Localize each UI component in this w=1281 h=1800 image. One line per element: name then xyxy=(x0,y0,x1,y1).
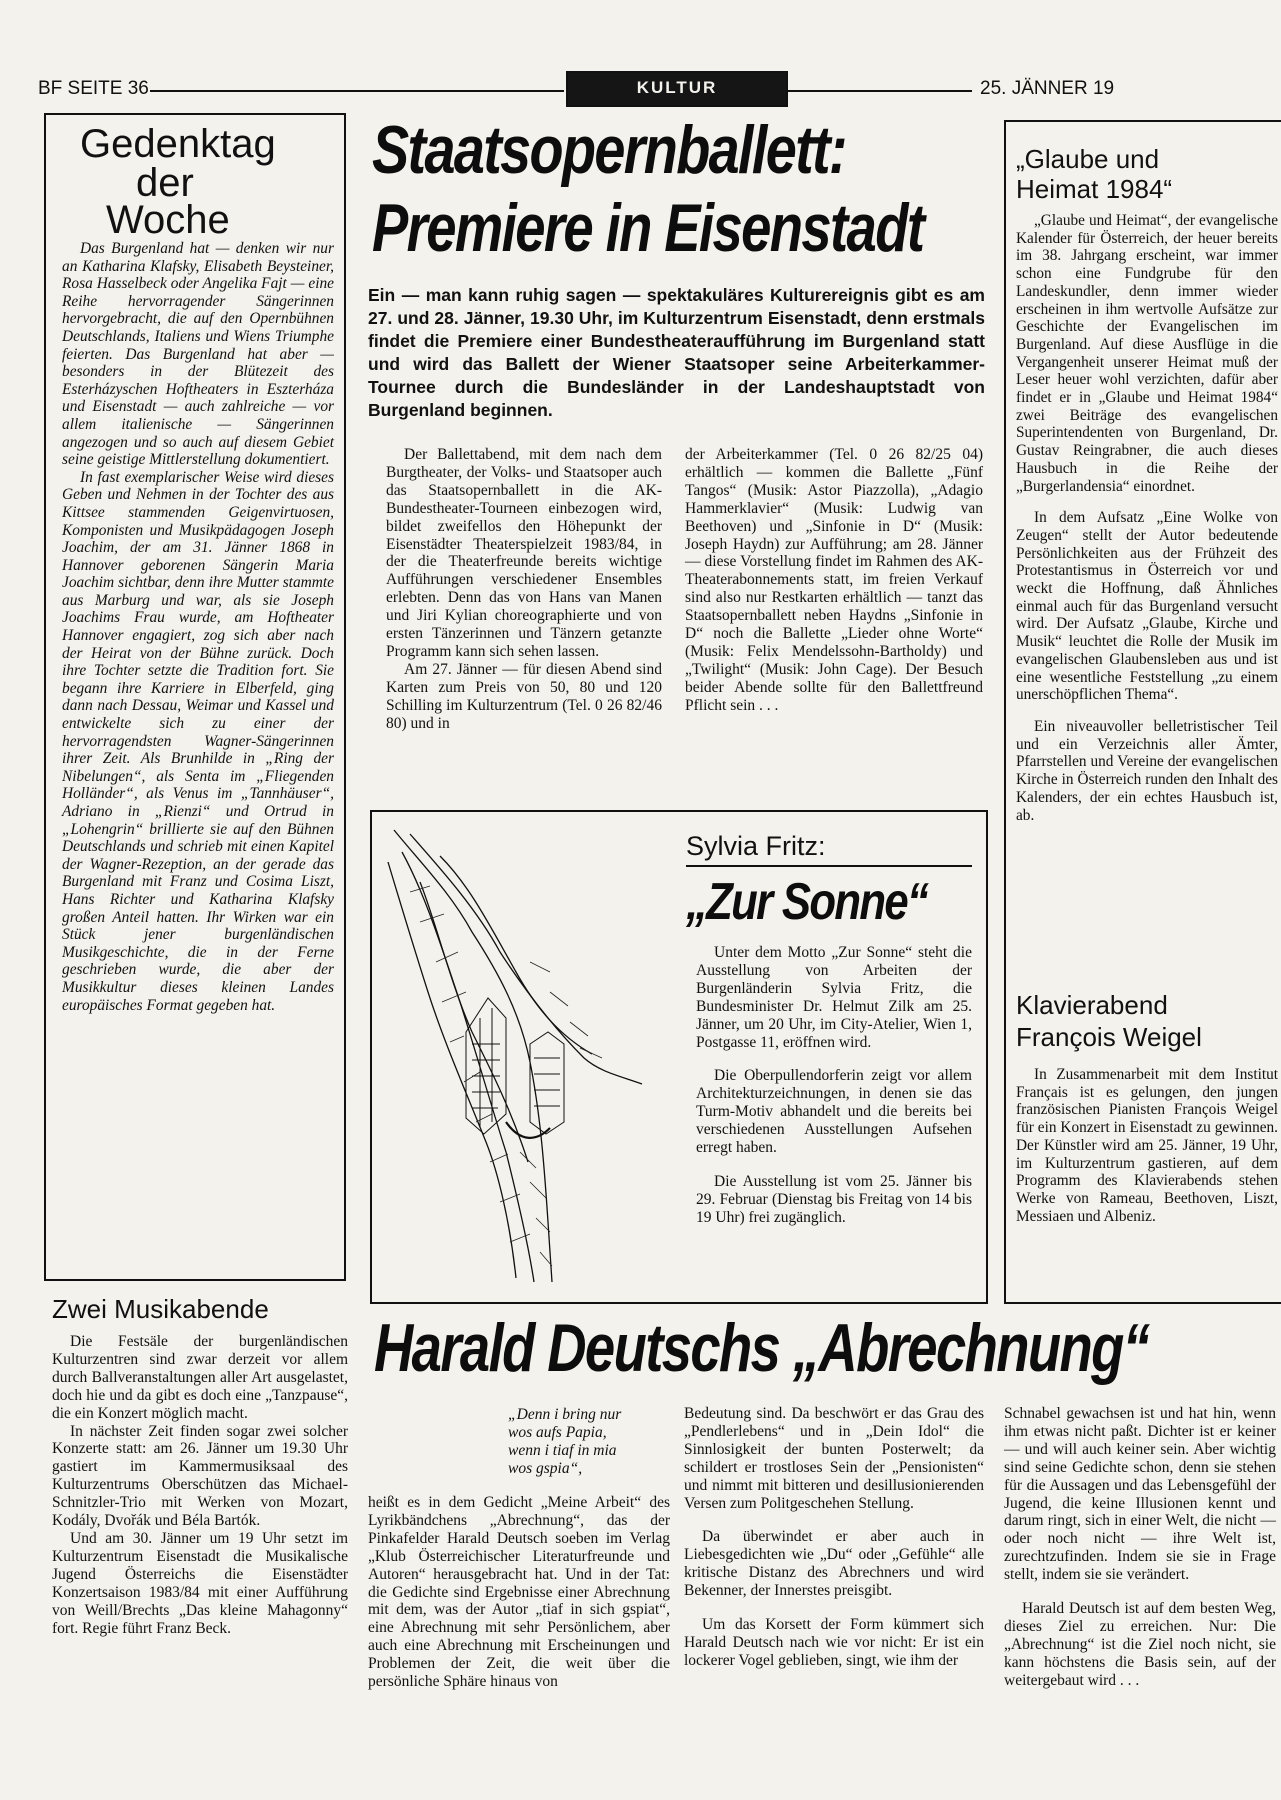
header-rule-left xyxy=(150,90,564,92)
sonne-p2: Die Oberpullendorferin zeigt vor allem Architekturzeichnungen, in denen sie das Turm-Motiv abhandelt und die bereits bei verschiedenen Ausstellungen Aufsehen erregt haben. xyxy=(696,1067,972,1157)
sonne-headline: „Zur Sonne“ xyxy=(686,873,928,931)
tower-drawing xyxy=(380,822,648,1292)
sonne-author-rule xyxy=(686,865,972,867)
klavier-title-l2: François Weigel xyxy=(1016,1022,1202,1052)
sonne-p3: Die Ausstellung ist vom 25. Jänner bis 29. Februar (Dienstag bis Freitag von 14 bis 19 Uhr) frei zugänglich. xyxy=(696,1172,972,1226)
glaube-text xyxy=(1016,212,1278,824)
ballett-headline-l2: Premiere in Eisenstadt xyxy=(372,190,924,266)
ballett-col1-p2: Am 27. Jänner — für diesen Abend sind Karten zum Preis von 50, 80 und 120 Schilling im Kulturzentrum (Tel. 0 26 82/46 80) und in xyxy=(386,660,662,732)
abrechnung-col1 xyxy=(368,1494,670,1691)
abrechnung-col2-p1: Bedeutung sind. Da beschwört er das Grau des „Pendlerlebens“ und in „Dein Idol“ die Sinnlosigkeit der bunten Posterwelt; da schildert er trostloses Sein der „Pensionisten“ und nimmt mit bitteren und desillusionierenden Versen zum Politgeschehen Stellung. xyxy=(684,1405,984,1512)
abrechnung-col2 xyxy=(684,1405,984,1670)
glaube-p3: Ein niveauvoller belletristischer Teil und ein Verzeichnis aller Ämter, Pfarrstellen und Vereine der evangelischen Kirche in Österreich runden den Inhalt des Kalenders, der ein echtes Hausbuch ist, ab. xyxy=(1016,717,1278,824)
abrechnung-col3 xyxy=(1004,1405,1276,1690)
ballett-lead: Ein — man kann ruhig sagen — spektakuläres Kulturereignis gibt es am 27. und 28. Jänner, 19.30 Uhr, im Kulturzentrum Eisenstadt, denn erstmals findet die Premiere einer Bundestheateraufführung im Burgenland statt und wird das Ballett der Wiener Staatsoper seine Arbeiterkammer-Tournee durch die Bundesländer in der Landeshauptstadt von Burgenland beginnen. xyxy=(368,285,985,420)
section-label-text: KULTUR xyxy=(627,78,728,97)
abrechnung-col1-p1: heißt es in dem Gedicht „Meine Arbeit“ des Lyrikbändchens „Abrechnung“, das der Pinkafelder Harald Deutsch soeben im Verlag „Klub Österreichischer Literaturfreunde und Autoren“ herausgebracht hat. Und in der Tat: die Gedichte sind Ergebnisse einer Abrechnung mit dem, was der Autor „tiaf in sich gspiat“, eine Abrechnung mit sehr Persönlichem, aber auch eine Abrechnung mit Erscheinungen und Problemen der Zeit, die weit über die persönliche Sphäre hinaus von xyxy=(368,1494,670,1691)
gedenktag-title-l1: Gedenktag xyxy=(80,122,276,166)
ballett-col2 xyxy=(685,446,983,715)
quote-line-4: wos gspia“, xyxy=(508,1459,583,1477)
glaube-title-l1: „Glaube und xyxy=(1016,144,1160,174)
header-rule-right xyxy=(786,90,972,92)
gedenktag-text xyxy=(62,240,334,1014)
klavier-title-l1: Klavierabend xyxy=(1016,990,1168,1020)
quote-line-2: wos aufs Papia, xyxy=(508,1423,607,1441)
gedenktag-title-l3: Woche xyxy=(106,198,230,242)
glaube-p1: „Glaube und Heimat“, der evangelische Kalender für Österreich, der heuer bereits im 38. Jahrgang erscheint, war immer schon eine Fundgrube für den Landeskundler, denn immer wieder erscheinen in ihm wertvolle Aufsätze zur Geschichte der Evangelischen im Burgenland. Auf diese Ausflüge in die Vergangenheit unserer Heimat muß der Leser heuer wohl verzichten, dafür aber findet er in „Glaube und Heimat 1984“ zwei Beiträge des evangelischen Superintendenten von Burgenland, Dr. Gustav Reingrabner, die auch dieses Hausbuch in die Reihe der „Burgerlandensia“ einordnet. xyxy=(1016,212,1278,495)
abrechnung-col2-p2: Da überwindet er aber auch in Liebesgedichten wie „Du“ oder „Gefühle“ alle kritische Distanz des Abrechners und wird Bekenner, der Innerstes preisgibt. xyxy=(684,1528,984,1600)
musikabende-text xyxy=(52,1333,348,1637)
quote-line-3: wenn i tiaf in mia xyxy=(508,1441,617,1459)
abrechnung-col3-p1: Schnabel gewachsen ist und hat hin, wenn ihm etwas nicht paßt. Dichter ist er keiner — und will auch keiner sein. Aber wichtig sind seine Gedichte schon, denn sie stehen für die Aussagen und das Lebensgefühl der Jugend, die keine Illusionen kennt und darum ringt, sich in einer Welt, die nicht — oder noch nicht — ihre Welt ist, zurechtzufinden. Indem sie sie in Frage stellt, indem sie sie verändert. xyxy=(1004,1405,1276,1584)
gedenktag-title-l2: der xyxy=(136,161,194,205)
musikabende-p2: In nächster Zeit finden sogar zwei solcher Konzerte statt: am 26. Jänner um 19.30 Uhr gastiert im Kammermusiksaal des Kulturzentrums Oberschützen das Michael-Schnitzler-Trio mit Werken von Mozart, Kodály, Dvořák und Béla Bartók. xyxy=(52,1422,348,1530)
issue-date: 25. JÄNNER 19 xyxy=(980,78,1115,99)
glaube-p2: In dem Aufsatz „Eine Wolke von Zeugen“ stellt der Autor bedeutende Persönlichkeiten aus der Frühzeit des Protestantismus in Österreich vor und weckt die Hoffnung, daß Ähnliches einmal auch für das Burgenland versucht wird. Der Aufsatz „Glaube, Kirche und Musik“ leuchtet die Rolle der Musik im evangelischen Glaubensleben aus und ist eine wesentliche Feststellung „zu einem unerschöpflichen Thema“. xyxy=(1016,509,1278,704)
abrechnung-quote xyxy=(508,1406,621,1478)
ballett-col2-p1: der Arbeiterkammer (Tel. 0 26 82/25 04) erhältlich — kommen die Ballette „Fünf Tangos“ (Musik: Astor Piazzolla), „Adagio Hammerklavier“ (Musik: Ludwig van Beethoven) und „Sinfonie in D“ (Musik: Joseph Haydn) zur Aufführung; am 28. Jänner — diese Vorstellung findet im Rahmen des AK-Theaterabonnements statt, im freien Verkauf sind also nur Restkarten erhältlich — tanzt das Staatsopernballett neben Haydns „Sinfonie in D“ noch die Ballette „Lieder ohne Worte“ (Musik: Felix Mendelssohn-Bartholdy) und „Twilight“ (Musik: John Cage). Der Besuch beider Abende sollte für den Ballettfreund Pflicht sein . . . xyxy=(685,446,983,714)
ballett-headline-l1: Staatsopernballett: xyxy=(372,112,846,188)
abrechnung-col2-p3: Um das Korsett der Form kümmert sich Harald Deutsch nach wie vor nicht: Er ist ein lockerer Vogel geblieben, singt, wie ihm der xyxy=(684,1616,984,1669)
musikabende-p3: Und am 30. Jänner um 19 Uhr setzt im Kulturzentrum Eisenstadt die Musikalische Jugend Österreichs die Eisenstädter Konzertsaison 1983/84 mit einer Aufführung von Weill/Brechts „Das kleine Mahagonny“ fort. Regie führt Franz Beck. xyxy=(52,1529,348,1637)
klavier-p1: In Zusammenarbeit mit dem Institut Français ist es gelungen, den jungen französischen Pianisten François Weigel für ein Konzert in Eisenstadt zu gewinnen. Der Künstler wird am 25. Jänner, 19 Uhr, im Kulturzentrum gastieren, auf dem Programm des Klavierabends stehen Werke von Rameau, Beethoven, Liszt, Messiaen und Albeniz. xyxy=(1016,1066,1278,1225)
section-label xyxy=(566,71,788,107)
sonne-author: Sylvia Fritz: xyxy=(686,831,826,861)
musikabende-title: Zwei Musikabende xyxy=(52,1294,269,1324)
sonne-p1: Unter dem Motto „Zur Sonne“ steht die Ausstellung von Arbeiten der Burgenländerin Sylvia Fritz, die Bundesminister Dr. Helmut Zilk am 25. Jänner, um 20 Uhr, im City-Atelier, Wien 1, Postgasse 11, eröffnen wird. xyxy=(696,944,972,1051)
gedenktag-title xyxy=(70,120,340,242)
glaube-title-l2: Heimat 1984“ xyxy=(1016,174,1173,204)
musikabende-p1: Die Festsäle der burgenländischen Kulturzentren sind zwar derzeit vor allem durch Ballveranstaltungen aller Art ausgelastet, doch hie und da gibt es doch eine „Tanzpause“, die ein Konzert möglich macht. xyxy=(52,1333,348,1422)
abrechnung-headline: Harald Deutschs „Abrechnung“ xyxy=(374,1310,1149,1386)
gedenktag-p1: Das Burgenland hat — denken wir nur an Katharina Klafsky, Elisabeth Beysteiner, Rosa Hasselbeck oder Angelika Fajt — eine Reihe hervorragender Sängerinnen hervorgebracht, die auf den Opernbühnen Deutschlands, Italiens und Wiens Triumphe feierten. Das Burgenland hat aber — besonders in der Blütezeit des Esterházyschen Hoftheaters in Eszterháza und Eisenstadt — auch zahlreiche — vor allem italienische — Sängerinnen angezogen und so auch auf diesem Gebiet seine geistige Mittlerstellung dokumentiert. xyxy=(62,240,334,469)
ballett-col1-p1: Der Ballettabend, mit dem nach dem Burgtheater, der Volks- und Staatsoper auch das Staatsopernballett in die AK-Bundestheater-Tourneen einbezogen wird, bildet zweifellos den Höhepunkt der Eisenstädter Theaterspielzeit 1983/84, in der die Theaterfreunde bereits wichtige Aufführungen verschiedener Ensembles erlebten. Denn das von Hans van Manen und Jiri Kylian choreographierte und von ersten Tänzerinnen und Tänzern getanzte Programm kann sich sehen lassen. xyxy=(386,446,662,660)
sonne-text xyxy=(696,944,972,1227)
page-number: BF SEITE 36 xyxy=(38,78,149,99)
gedenktag-p2: In fast exemplarischer Weise wird dieses Geben und Nehmen in der Tochter des aus Kittsee stammenden Geigenvirtuosen, Komponisten und Musikpädagogen Joseph Joachim, der am 31. Jänner 1868 in Hannover geborenen Sängerin Maria Joachim sichtbar, denn ihre Mutter stammte aus Marburg und war, als sie Joseph Joachims Frau wurde, am Hoftheater Hannover engagiert, zog sich aber nach der Heirat von der Bühne zurück. Doch ihre Tochter setzte die Tradition fort. Sie begann ihre Karriere in Elberfeld, ging dann nach Dessau, Weimar und Kassel und entwickelte sich zu einer der hervorragendsten Wagner-Sängerinnen ihrer Zeit. Als Brunhilde in „Ring der Nibelungen“, als Senta im „Fliegenden Holländer“, als Venus im „Tannhäuser“, Adriano in „Rienzi“ und Ortrud in „Lohengrin“ brillierte sie auf den Bühnen Deutschlands und schrieb mit einen Kapitel der Wagner-Rezeption, an der gerade das Burgenland mit Franz und Cosima Liszt, Hans Richter und Katharina Klafsky großen Anteil hatten. Ihr Wirken war ein Stück jener burgenländischen Musikgeschichte, die in der Ferne geschrieben wurde, die aber der Musikkultur dieses kleinen Landes europäisches Format gegeben hat. xyxy=(62,468,334,1014)
quote-line-1: „Denn i bring nur xyxy=(508,1406,622,1423)
ballett-col1 xyxy=(386,446,662,733)
abrechnung-col3-p2: Harald Deutsch ist auf dem besten Weg, dieses Ziel zu erreichen. Nur: Die „Abrechnung“ ist die Ziel noch nicht, sie kann höchstens die Basis sein, auf der weitergebaut wird . . . xyxy=(1004,1600,1276,1689)
klavier-text xyxy=(1016,1066,1278,1225)
